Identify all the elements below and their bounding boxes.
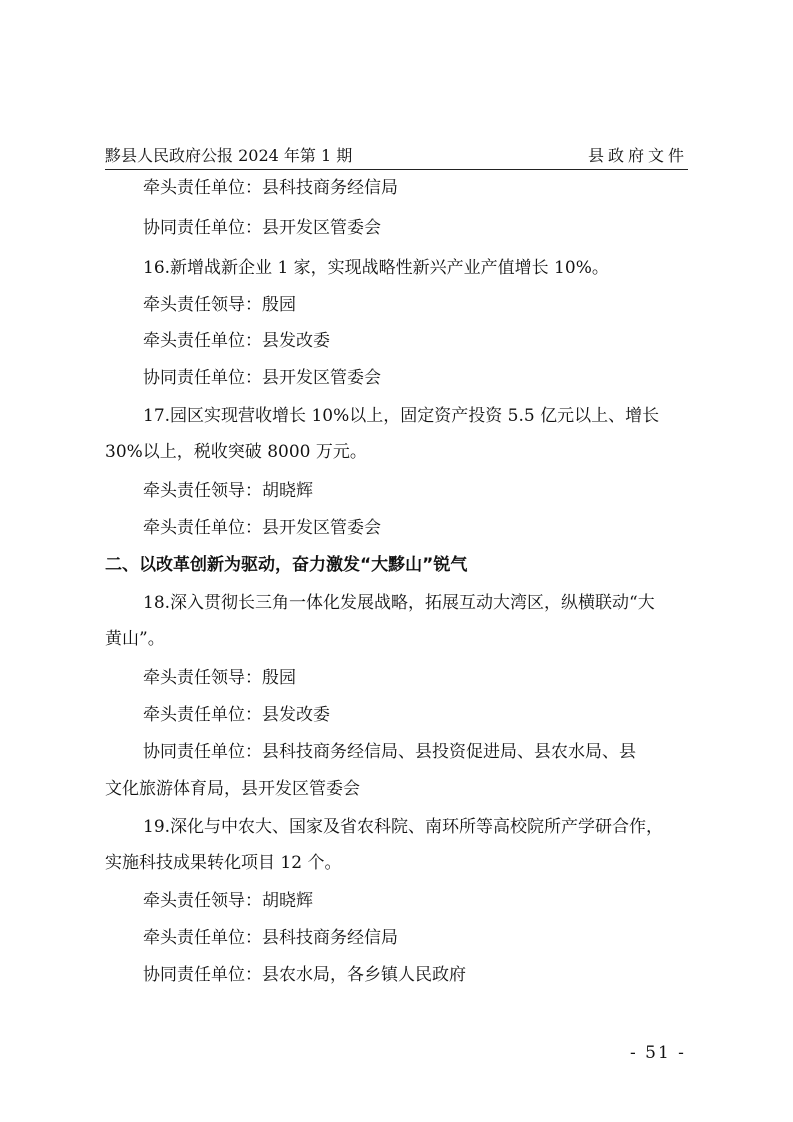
item-18-text: 18.深入贯彻长三角一体化发展战略，拓展互动大湾区，纵横联动“大 (143, 593, 655, 613)
cooperating-unit-line: 协同责任单位：县科技商务经信局、县投资促进局、县农水局、县 (143, 742, 636, 762)
header-section-title: 县政府文件 (587, 146, 688, 165)
cooperating-unit-line: 协同责任单位：县开发区管委会 (143, 368, 381, 388)
lead-leader-line: 牵头责任领导：殷园 (143, 295, 296, 315)
lead-unit-line: 牵头责任单位：县开发区管委会 (143, 518, 381, 538)
header-publication-title: 黟县人民政府公报 2024 年第 1 期 (105, 146, 353, 165)
item-17-text-continued: 30%以上，税收突破 8000 万元。 (105, 442, 367, 462)
cooperating-unit-line: 协同责任单位：县农水局，各乡镇人民政府 (143, 965, 466, 985)
lead-leader-line: 牵头责任领导：胡晓辉 (143, 891, 313, 911)
lead-leader-line: 牵头责任领导：胡晓辉 (143, 481, 313, 501)
lead-unit-line: 牵头责任单位：县科技商务经信局 (143, 178, 398, 198)
item-17-text: 17.园区实现营收增长 10%以上，固定资产投资 5.5 亿元以上、增长 (143, 406, 660, 426)
cooperating-unit-line-continued: 文化旅游体育局，县开发区管委会 (105, 779, 360, 799)
cooperating-unit-line: 协同责任单位：县开发区管委会 (143, 218, 381, 238)
lead-leader-line: 牵头责任领导：殷园 (143, 668, 296, 688)
item-18-text-continued: 黄山”。 (105, 629, 165, 649)
header-divider (105, 169, 688, 170)
section-heading-2: 二、以改革创新为驱动，奋力激发“大黟山”锐气 (105, 555, 468, 575)
lead-unit-line: 牵头责任单位：县发改委 (143, 331, 330, 351)
lead-unit-line: 牵头责任单位：县科技商务经信局 (143, 928, 398, 948)
running-header (105, 142, 688, 166)
item-19-text-continued: 实施科技成果转化项目 12 个。 (105, 853, 342, 873)
page-number: - 51 - (630, 1043, 686, 1063)
item-19-text: 19.深化与中农大、国家及省农科院、南环所等高校院所产学研合作， (143, 817, 664, 837)
item-16-text: 16.新增战新企业 1 家，实现战略性新兴产业产值增长 10%。 (143, 258, 609, 278)
lead-unit-line: 牵头责任单位：县发改委 (143, 705, 330, 725)
